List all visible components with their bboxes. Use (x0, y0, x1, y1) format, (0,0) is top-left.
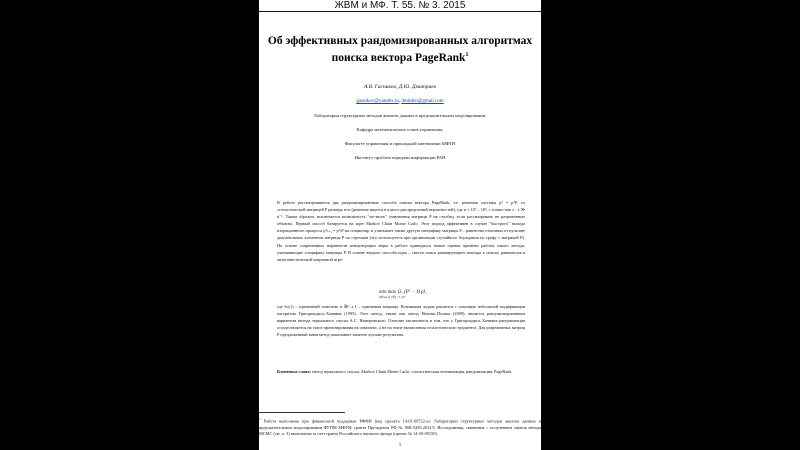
abstract-paragraph-2 (277, 303, 525, 338)
page-number: 1 (398, 443, 402, 448)
paper-title (259, 34, 541, 65)
author-emails (259, 99, 541, 104)
footnote-divider (259, 412, 345, 413)
footnote (259, 416, 541, 437)
abstract-paragraph-1 (277, 199, 525, 263)
title-line-2: поиска вектора PageRank (331, 51, 466, 64)
formula-domain: p∈Sₙ(1) λ∈[−1,1]ⁿ (379, 295, 406, 299)
title-line-1: Об эффективных рандомизированных алгоритмах (267, 35, 533, 47)
footnote-text: Работа выполнена при финансовой поддержке РФФИ (код проекта 14-01-00722-а); Лаборатории структурных методов анализа данных в предсказательном моделировании ФУПМ МФТИ; гранта Президента РФ № МК-5285.2013.9. Исследования, связанные с получением оценок метода МСМС (см. п. 3) выполнены за счет гранта Российского научного фонда (проект № 14-50-00150). (259, 418, 541, 437)
email-link-1[interactable]: gasnikov@yandex.ru (356, 99, 399, 104)
authors: А.В. Гасников, Д.Ю. Дмитриев (363, 84, 437, 90)
footnote-mark: 1 (259, 417, 261, 421)
email-separator: , (398, 99, 402, 104)
title-footnote-mark: 1 (465, 52, 469, 58)
affiliation-1: Лаборатория структурных методов анализа данных в предсказательном моделировании, (313, 113, 487, 118)
affiliation-4: Институт проблем передачи информации РАН (354, 155, 446, 160)
abstract-text-2: где Sₙ(1) – единичный симплекс в ℝⁿ, а I – единичная матрица. Возникшая задача решается с помощью небольшой модификации алгоритма Григориадиса–Хачияна (1995). Этот метод, также как метод Назина–Поляка (2009), является рандомизированным вариантом метода зеркального спуска А.С. Немировского. Отличие заключается в том, что у Григориадиса–Хачияна рандомизация осуществляется на этапе проектирования на симплекс, а не на этапе вычисления стохастического градиента. Для разреженных матриц P предложенный нами метод показывает заметно лучшие результаты. (277, 304, 525, 338)
abstract-text-1: В работе рассматриваются два рандомизированных способа поиска вектора PageRank, т.е. решения системы pᵀ = pᵀP, со стохастической матрицей P размера n×n (решение ищется в классе распределений вероятностей), где n ≈ 10⁷ – 10⁹, с точностью ε : ε ≫ n⁻¹. Таким образом, исключается возможность "честного" умножения матрицы P на столбец, если рассматривать не разреженные объекты. Первый способ базируется на идее Markov Chain Monte Carlo. Этот подход эффективен в случае "быстрого" выхода итерационного процесса pᵀₜ₊₁ = pᵀₜP на стационар, и учитывает также другую специфику матрицы P – равенство отличных от нуля вне диагональных элементов матрицы P по строчкам (это используется при организации случайного блуждания по графу с матрицей P). На основе современных неравенств концентрации меры в работе приводятся новые оценки времени работы такого метода, учитывающие специфику матрицы P. В основе второго способа идея – свести поиск ранжирующего вектора к поиску равновесия в антагонистической матричной игре: (277, 200, 525, 262)
formula-expression: min max ⟨λ, (Pᵀ − I) p⟩, (379, 290, 427, 295)
keywords (277, 368, 525, 375)
affiliation-2: Кафедра математических основ управления, (356, 127, 444, 132)
matrix-game-formula (379, 289, 427, 299)
keywords-text: метод зеркального спуска, Markov Chain Monte Carlo, стохастическая оптимизация, рандомизация, PageRank. (310, 369, 513, 374)
paper-page (259, 0, 541, 450)
keywords-label: Ключевые слова: (277, 369, 311, 374)
affiliation-3: Факультет управления и прикладной математики МФТИ (344, 141, 456, 146)
email-link-2[interactable]: dmitden@gmail.com (401, 99, 444, 104)
running-head: ЖВМ и МФ. Т. 55. № 3. 2015 (259, 0, 541, 12)
